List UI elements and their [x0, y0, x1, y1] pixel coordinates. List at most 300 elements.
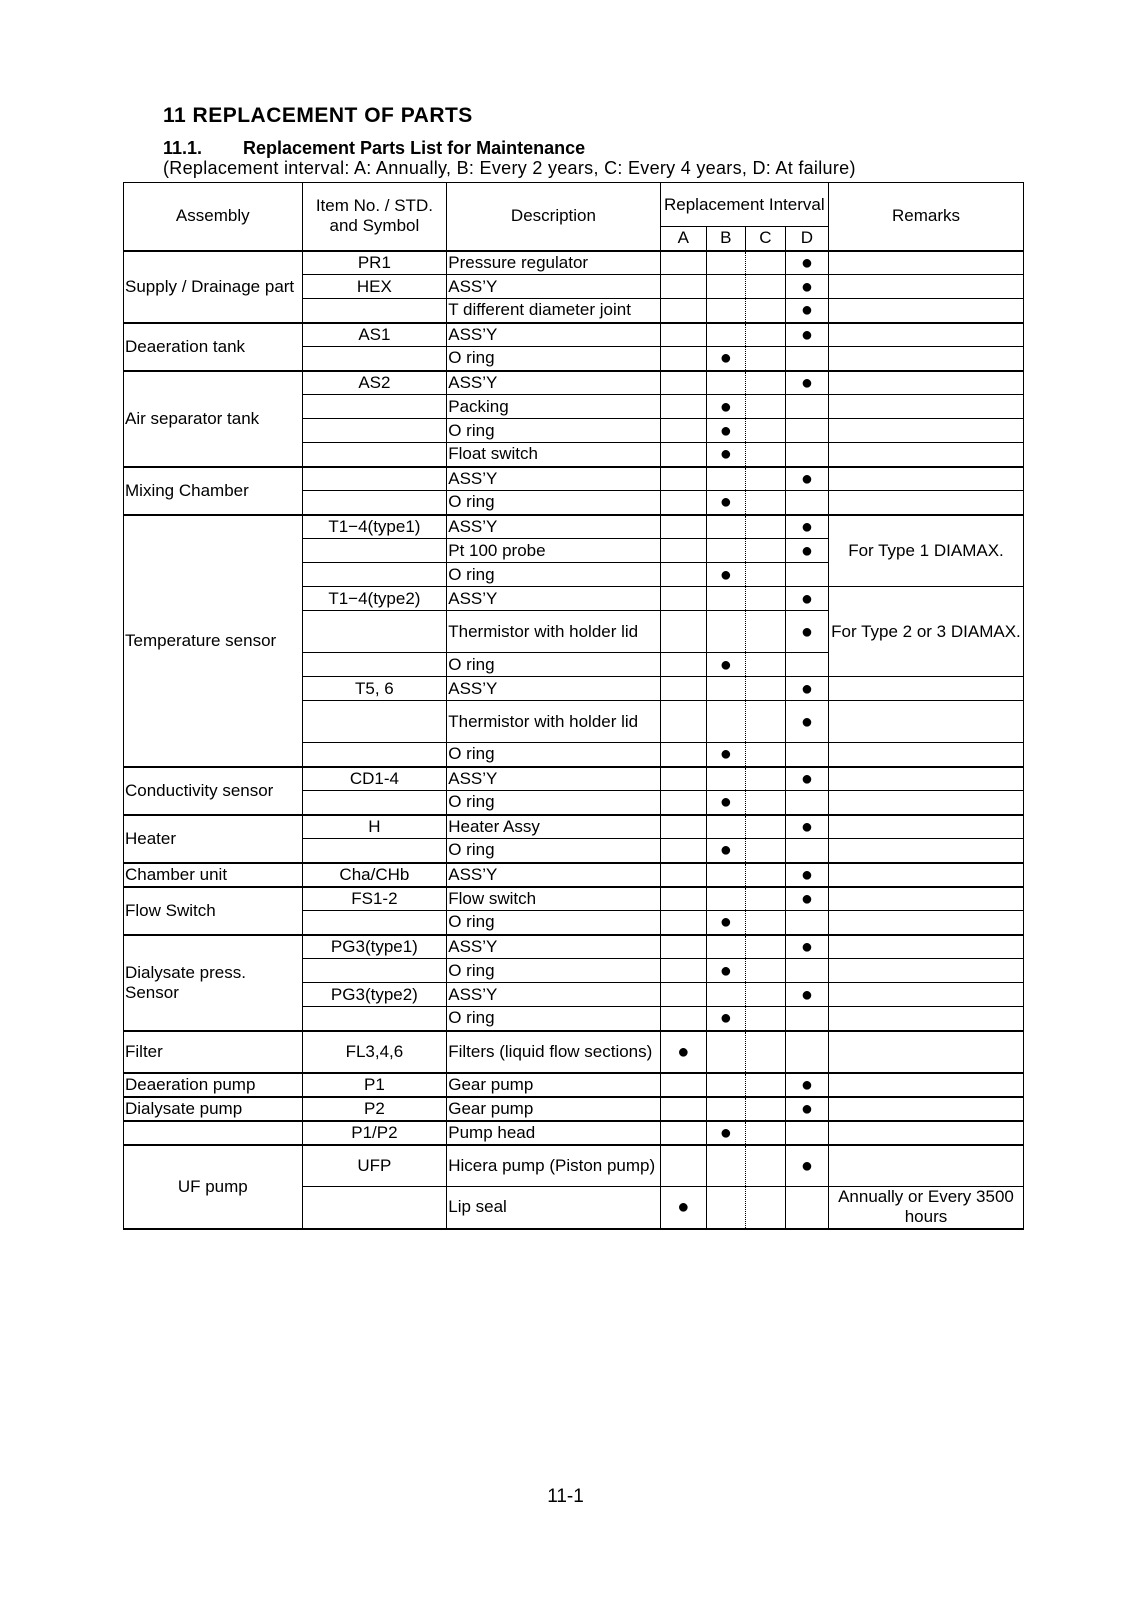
interval-c-cell — [745, 767, 785, 791]
table-row — [124, 815, 1024, 839]
description-cell: Thermistor with holder lid — [447, 611, 660, 653]
item-no-cell: P2 — [302, 1097, 447, 1121]
remarks-cell — [828, 1073, 1023, 1097]
remarks-cell — [828, 443, 1023, 467]
interval-d-cell — [785, 587, 828, 611]
item-no-cell — [302, 419, 447, 443]
interval-c-cell — [745, 611, 785, 653]
replacement-mark: ● — [719, 959, 732, 982]
header-description: Description — [447, 183, 660, 251]
replacement-mark: ● — [677, 1196, 690, 1219]
replacement-mark: ● — [800, 467, 813, 490]
interval-a-cell — [660, 1097, 706, 1121]
interval-c-cell — [745, 959, 785, 983]
item-no-cell — [302, 395, 447, 419]
remarks-cell — [828, 839, 1023, 863]
interval-b-cell — [706, 467, 745, 491]
remarks-cell — [828, 347, 1023, 371]
remarks-cell — [828, 419, 1023, 443]
interval-a-cell — [660, 587, 706, 611]
interval-d-cell — [785, 959, 828, 983]
interval-c-cell — [745, 1073, 785, 1097]
header-interval-c: C — [745, 227, 785, 251]
interval-b-cell — [706, 839, 745, 863]
item-no-cell — [302, 467, 447, 491]
interval-a-cell — [660, 1121, 706, 1145]
replacement-mark: ● — [800, 251, 813, 274]
interval-b-cell — [706, 887, 745, 911]
interval-c-cell — [745, 1145, 785, 1187]
interval-a-cell — [660, 1007, 706, 1031]
interval-d-cell — [785, 791, 828, 815]
replacement-mark: ● — [719, 563, 732, 586]
interval-a-cell — [660, 959, 706, 983]
replacement-mark: ● — [800, 539, 813, 562]
interval-c-cell — [745, 839, 785, 863]
item-no-cell — [302, 299, 447, 323]
replacement-mark: ● — [800, 1073, 813, 1096]
remarks-cell — [828, 815, 1023, 839]
interval-a-cell — [660, 1031, 706, 1073]
assembly-cell: Chamber unit — [124, 863, 303, 887]
interval-b-cell — [706, 611, 745, 653]
interval-a-cell — [660, 515, 706, 539]
interval-c-cell — [745, 983, 785, 1007]
interval-a-cell — [660, 1073, 706, 1097]
remarks-cell — [828, 1145, 1023, 1187]
assembly-cell: Mixing Chamber — [124, 467, 303, 515]
item-no-cell: H — [302, 815, 447, 839]
interval-b-cell — [706, 1145, 745, 1187]
replacement-mark: ● — [800, 1154, 813, 1177]
replacement-mark: ● — [719, 911, 732, 934]
remarks-cell — [828, 251, 1023, 275]
item-no-cell — [302, 563, 447, 587]
remarks-cell — [828, 767, 1023, 791]
item-no-cell — [302, 743, 447, 767]
remarks-cell — [828, 1097, 1023, 1121]
interval-d-cell — [785, 323, 828, 347]
description-cell: O ring — [447, 563, 660, 587]
interval-b-cell — [706, 701, 745, 743]
interval-a-cell — [660, 839, 706, 863]
interval-c-cell — [745, 743, 785, 767]
interval-d-cell — [785, 911, 828, 935]
interval-b-cell — [706, 299, 745, 323]
description-cell: O ring — [447, 959, 660, 983]
header-replacement-interval: Replacement Interval — [660, 183, 828, 227]
table-row — [124, 1121, 1024, 1145]
description-cell: ASS’Y — [447, 677, 660, 701]
description-cell: Pump head — [447, 1121, 660, 1145]
interval-b-cell — [706, 395, 745, 419]
remarks-cell — [828, 677, 1023, 701]
replacement-mark: ● — [800, 983, 813, 1006]
assembly-cell: Filter — [124, 1031, 303, 1073]
interval-c-cell — [745, 419, 785, 443]
assembly-cell: Temperature sensor — [124, 515, 303, 767]
header-interval-d: D — [785, 227, 828, 251]
interval-b-cell — [706, 347, 745, 371]
interval-c-cell — [745, 251, 785, 275]
item-no-cell — [302, 539, 447, 563]
remarks-cell — [828, 275, 1023, 299]
interval-b-cell — [706, 275, 745, 299]
remarks-cell — [828, 959, 1023, 983]
interval-b-cell — [706, 935, 745, 959]
interval-a-cell — [660, 983, 706, 1007]
interval-d-cell — [785, 611, 828, 653]
description-cell: O ring — [447, 491, 660, 515]
interval-a-cell — [660, 863, 706, 887]
interval-a-cell — [660, 887, 706, 911]
table-row — [124, 323, 1024, 347]
interval-d-cell — [785, 1097, 828, 1121]
remarks-cell — [828, 1007, 1023, 1031]
replacement-parts-table — [123, 182, 1024, 1230]
replacement-mark: ● — [800, 371, 813, 394]
page-heading: 11 REPLACEMENT OF PARTS — [163, 104, 473, 127]
item-no-cell: HEX — [302, 275, 447, 299]
description-cell: Pt 100 probe — [447, 539, 660, 563]
assembly-cell: Deaeration pump — [124, 1073, 303, 1097]
item-no-cell — [302, 491, 447, 515]
item-no-cell: P1/P2 — [302, 1121, 447, 1145]
header-assembly: Assembly — [124, 183, 303, 251]
interval-a-cell — [660, 653, 706, 677]
interval-d-cell — [785, 743, 828, 767]
interval-a-cell — [660, 443, 706, 467]
header-interval-a: A — [660, 227, 706, 251]
interval-a-cell — [660, 815, 706, 839]
item-no-cell: FS1-2 — [302, 887, 447, 911]
interval-c-cell — [745, 323, 785, 347]
interval-b-cell — [706, 863, 745, 887]
item-no-cell — [302, 959, 447, 983]
remarks-cell — [828, 701, 1023, 743]
interval-d-cell — [785, 419, 828, 443]
item-no-cell — [302, 839, 447, 863]
remarks-cell — [828, 467, 1023, 491]
replacement-mark: ● — [719, 491, 732, 514]
interval-c-cell — [745, 1097, 785, 1121]
interval-b-cell — [706, 791, 745, 815]
interval-a-cell — [660, 275, 706, 299]
interval-c-cell — [745, 299, 785, 323]
description-cell: Packing — [447, 395, 660, 419]
description-cell: O ring — [447, 743, 660, 767]
remarks-cell — [828, 911, 1023, 935]
description-cell: Hicera pump (Piston pump) — [447, 1145, 660, 1187]
assembly-cell: Flow Switch — [124, 887, 303, 935]
interval-a-cell — [660, 611, 706, 653]
interval-a-cell — [660, 419, 706, 443]
remarks-cell — [828, 491, 1023, 515]
description-cell: ASS’Y — [447, 983, 660, 1007]
interval-b-cell — [706, 1097, 745, 1121]
replacement-mark: ● — [800, 767, 813, 790]
item-no-cell: PR1 — [302, 251, 447, 275]
interval-c-cell — [745, 911, 785, 935]
table-row — [124, 767, 1024, 791]
interval-d-cell — [785, 935, 828, 959]
description-cell: ASS’Y — [447, 587, 660, 611]
item-no-cell: FL3,4,6 — [302, 1031, 447, 1073]
remarks-cell — [828, 887, 1023, 911]
interval-c-cell — [745, 815, 785, 839]
interval-b-cell — [706, 911, 745, 935]
item-no-cell — [302, 791, 447, 815]
description-cell: Gear pump — [447, 1097, 660, 1121]
assembly-cell: Conductivity sensor — [124, 767, 303, 815]
table-row — [124, 467, 1024, 491]
item-no-cell: P1 — [302, 1073, 447, 1097]
interval-d-cell — [785, 983, 828, 1007]
description-cell: O ring — [447, 419, 660, 443]
assembly-cell: Dialysate press. Sensor — [124, 935, 303, 1031]
interval-b-cell — [706, 563, 745, 587]
interval-a-cell — [660, 767, 706, 791]
interval-a-cell — [660, 539, 706, 563]
interval-b-cell — [706, 677, 745, 701]
interval-b-cell — [706, 443, 745, 467]
item-no-cell — [302, 653, 447, 677]
parts-table-body — [124, 251, 1024, 1229]
interval-b-cell — [706, 515, 745, 539]
interval-b-cell — [706, 983, 745, 1007]
interval-d-cell — [785, 653, 828, 677]
interval-b-cell — [706, 251, 745, 275]
interval-c-cell — [745, 935, 785, 959]
description-cell: ASS’Y — [447, 275, 660, 299]
item-no-cell: Cha/CHb — [302, 863, 447, 887]
interval-c-cell — [745, 863, 785, 887]
page-number: 11-1 — [547, 1486, 584, 1507]
section-heading — [163, 138, 585, 159]
description-cell: ASS’Y — [447, 515, 660, 539]
interval-a-cell — [660, 743, 706, 767]
item-no-cell — [302, 347, 447, 371]
interval-d-cell — [785, 815, 828, 839]
assembly-cell: Heater — [124, 815, 303, 863]
remarks-cell — [828, 1121, 1023, 1145]
interval-b-cell — [706, 743, 745, 767]
description-cell: ASS’Y — [447, 767, 660, 791]
replacement-mark: ● — [800, 275, 813, 298]
interval-d-cell — [785, 563, 828, 587]
interval-a-cell — [660, 371, 706, 395]
interval-c-cell — [745, 443, 785, 467]
interval-a-cell — [660, 299, 706, 323]
table-row — [124, 863, 1024, 887]
item-no-cell — [302, 701, 447, 743]
interval-d-cell — [785, 701, 828, 743]
item-no-cell — [302, 443, 447, 467]
replacement-mark: ● — [800, 815, 813, 838]
description-cell: T different diameter joint — [447, 299, 660, 323]
interval-d-cell — [785, 767, 828, 791]
item-no-cell: PG3(type1) — [302, 935, 447, 959]
replacement-mark: ● — [719, 347, 732, 370]
interval-c-cell — [745, 701, 785, 743]
interval-d-cell — [785, 677, 828, 701]
interval-a-cell — [660, 323, 706, 347]
item-no-cell — [302, 911, 447, 935]
interval-c-cell — [745, 395, 785, 419]
remarks-cell — [828, 323, 1023, 347]
description-cell: O ring — [447, 1007, 660, 1031]
replacement-mark: ● — [719, 743, 732, 766]
interval-b-cell — [706, 959, 745, 983]
interval-a-cell — [660, 935, 706, 959]
item-no-cell: T1−4(type1) — [302, 515, 447, 539]
replacement-mark: ● — [800, 887, 813, 910]
item-no-cell: CD1-4 — [302, 767, 447, 791]
remarks-cell — [828, 1031, 1023, 1073]
remarks-cell — [828, 299, 1023, 323]
replacement-mark: ● — [719, 1121, 732, 1144]
interval-c-cell — [745, 653, 785, 677]
interval-a-cell — [660, 467, 706, 491]
description-cell: Float switch — [447, 443, 660, 467]
header-remarks: Remarks — [828, 183, 1023, 251]
interval-d-cell — [785, 371, 828, 395]
description-cell: Pressure regulator — [447, 251, 660, 275]
interval-a-cell — [660, 791, 706, 815]
description-cell: Thermistor with holder lid — [447, 701, 660, 743]
interval-b-cell — [706, 815, 745, 839]
interval-d-cell — [785, 1187, 828, 1229]
interval-a-cell — [660, 1145, 706, 1187]
interval-b-cell — [706, 323, 745, 347]
header-item-no: Item No. / STD. and Symbol — [302, 183, 447, 251]
interval-b-cell — [706, 419, 745, 443]
interval-d-cell — [785, 1145, 828, 1187]
description-cell: O ring — [447, 347, 660, 371]
replacement-mark: ● — [800, 587, 813, 610]
header-interval-b: B — [706, 227, 745, 251]
replacement-mark: ● — [719, 443, 732, 466]
remarks-cell — [828, 395, 1023, 419]
description-cell: Gear pump — [447, 1073, 660, 1097]
description-cell: Heater Assy — [447, 815, 660, 839]
description-cell: Lip seal — [447, 1187, 660, 1229]
interval-c-cell — [745, 677, 785, 701]
remarks-cell: For Type 1 DIAMAX. — [828, 515, 1023, 587]
interval-c-cell — [745, 539, 785, 563]
interval-c-cell — [745, 275, 785, 299]
item-no-cell — [302, 1007, 447, 1031]
interval-d-cell — [785, 539, 828, 563]
interval-b-cell — [706, 539, 745, 563]
interval-d-cell — [785, 1031, 828, 1073]
replacement-mark: ● — [800, 677, 813, 700]
remarks-cell: For Type 2 or 3 DIAMAX. — [828, 587, 1023, 677]
interval-b-cell — [706, 491, 745, 515]
assembly-cell: Supply / Drainage part — [124, 251, 303, 323]
interval-d-cell — [785, 491, 828, 515]
interval-c-cell — [745, 1187, 785, 1229]
remarks-cell — [828, 863, 1023, 887]
interval-a-cell — [660, 347, 706, 371]
table-row — [124, 887, 1024, 911]
remarks-cell — [828, 791, 1023, 815]
interval-d-cell — [785, 275, 828, 299]
assembly-cell: Air separator tank — [124, 371, 303, 467]
replacement-mark: ● — [719, 419, 732, 442]
interval-c-cell — [745, 1031, 785, 1073]
description-cell: ASS’Y — [447, 467, 660, 491]
description-cell: ASS’Y — [447, 935, 660, 959]
replacement-mark: ● — [800, 515, 813, 538]
interval-a-cell — [660, 911, 706, 935]
table-row — [124, 935, 1024, 959]
description-cell: O ring — [447, 653, 660, 677]
replacement-mark: ● — [800, 710, 813, 733]
replacement-mark: ● — [719, 395, 732, 418]
interval-b-cell — [706, 1187, 745, 1229]
interval-c-cell — [745, 371, 785, 395]
item-no-cell: T1−4(type2) — [302, 587, 447, 611]
table-row — [124, 1031, 1024, 1073]
interval-d-cell — [785, 251, 828, 275]
interval-c-cell — [745, 887, 785, 911]
interval-a-cell — [660, 395, 706, 419]
interval-b-cell — [706, 653, 745, 677]
description-cell: ASS’Y — [447, 371, 660, 395]
replacement-mark: ● — [719, 1007, 732, 1030]
table-row — [124, 1097, 1024, 1121]
interval-d-cell — [785, 467, 828, 491]
interval-b-cell — [706, 767, 745, 791]
interval-b-cell — [706, 1073, 745, 1097]
replacement-mark: ● — [800, 1097, 813, 1120]
interval-a-cell — [660, 563, 706, 587]
interval-c-cell — [745, 515, 785, 539]
description-cell: O ring — [447, 839, 660, 863]
assembly-cell — [124, 1121, 303, 1145]
replacement-mark: ● — [800, 863, 813, 886]
replacement-mark: ● — [719, 791, 732, 814]
table-row — [124, 1145, 1024, 1187]
interval-d-cell — [785, 863, 828, 887]
item-no-cell — [302, 1187, 447, 1229]
description-cell: Flow switch — [447, 887, 660, 911]
remarks-cell — [828, 743, 1023, 767]
interval-d-cell — [785, 515, 828, 539]
table-row — [124, 1073, 1024, 1097]
table-row — [124, 251, 1024, 275]
item-no-cell: PG3(type2) — [302, 983, 447, 1007]
interval-c-cell — [745, 491, 785, 515]
interval-c-cell — [745, 791, 785, 815]
interval-d-cell — [785, 347, 828, 371]
interval-c-cell — [745, 587, 785, 611]
section-title: Replacement Parts List for Maintenance — [243, 138, 586, 158]
interval-a-cell — [660, 677, 706, 701]
item-no-cell: T5, 6 — [302, 677, 447, 701]
interval-d-cell — [785, 395, 828, 419]
table-row — [124, 371, 1024, 395]
interval-a-cell — [660, 701, 706, 743]
item-no-cell: AS1 — [302, 323, 447, 347]
interval-a-cell — [660, 491, 706, 515]
description-cell: O ring — [447, 911, 660, 935]
item-no-cell: AS2 — [302, 371, 447, 395]
interval-b-cell — [706, 587, 745, 611]
interval-c-cell — [745, 467, 785, 491]
interval-c-cell — [745, 1007, 785, 1031]
